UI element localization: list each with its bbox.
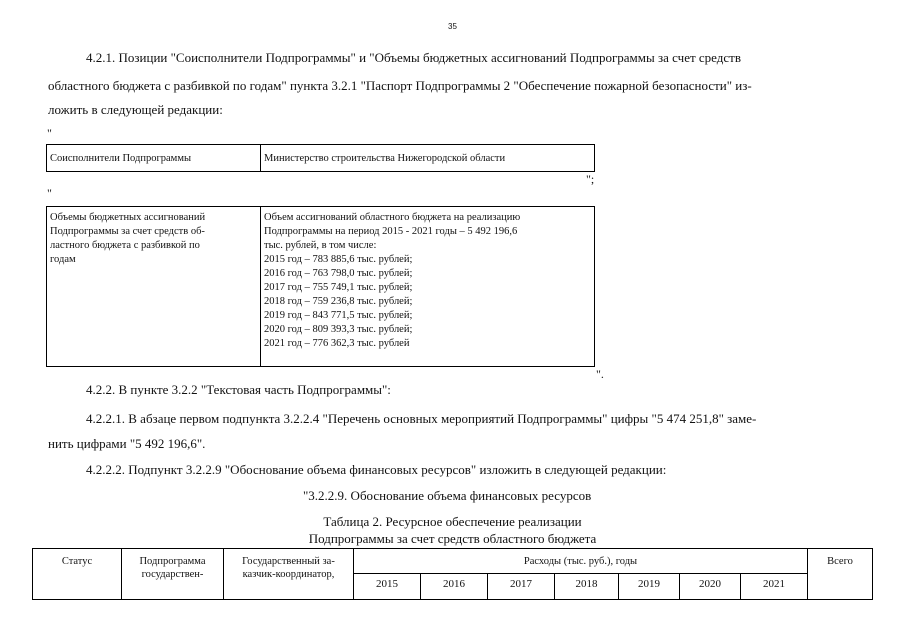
paragraph-4-2-1-line-2: областного бюджета с разбивкой по годам" пункта 3.2.1 "Паспорт Подпрограммы 2 "Обеспечение пожарной безопасности" из- [48, 78, 752, 93]
paragraph-4-2-1-line-3: ложить в следующей редакции: [48, 102, 223, 117]
page-number: 35 [448, 22, 457, 31]
budget-label-line: Подпрограммы за счет средств об- [50, 226, 205, 237]
table1-open-quote: " [47, 126, 52, 140]
subprogram-header-line: Подпрограмма [139, 556, 206, 567]
budget-allocations-label [47, 207, 260, 366]
table1-end-mark: "; [586, 172, 595, 186]
paragraph-4-2-1-line-1: 4.2.1. Позиции "Соисполнители Подпрограммы" и "Объемы бюджетных ассигнований Подпрограммы за счет средств [86, 50, 741, 65]
year-2015-header: 2015 [376, 578, 398, 590]
budget-allocations-table [46, 206, 595, 367]
co-executors-value: Министерство строительства Нижегородской области [264, 153, 506, 164]
paragraph-4-2-2-1-line-2: нить цифрами "5 492 196,6". [48, 436, 206, 451]
budget-year-2020: 2020 год – 809 393,3 тыс. рублей; [264, 324, 413, 335]
budget-value-line: тыс. рублей, в том числе: [264, 240, 377, 251]
paragraph-4-2-2-2: 4.2.2.2. Подпункт 3.2.2.9 "Обоснование объема финансовых ресурсов" изложить в следующей редакции: [86, 462, 667, 477]
year-2018-header: 2018 [575, 578, 598, 590]
year-2016-header: 2016 [443, 578, 465, 590]
status-header: Статус [61, 556, 93, 567]
budget-year-2017: 2017 год – 755 749,1 тыс. рублей; [264, 282, 413, 293]
subprogram-header-line: государствен- [141, 569, 204, 580]
subsection-3-2-2-9-heading: "3.2.2.9. Обоснование объема финансовых ресурсов [303, 488, 592, 503]
expenses-header: Расходы (тыс. руб.), годы [523, 556, 638, 567]
budget-label-line: Объемы бюджетных ассигнований [50, 212, 206, 223]
budget-allocations-value [261, 207, 595, 366]
budget-value-line: Подпрограммы на период 2015 - 2021 годы – 5 492 196,6 [264, 226, 518, 237]
year-2020-header: 2020 [699, 578, 721, 590]
paragraph-4-2-2-1-line-1: 4.2.2.1. В абзаце первом подпункта 3.2.2.4 "Перечень основных мероприятий Подпрограммы" цифры "5 474 251,8" заме- [86, 411, 757, 426]
total-header: Всего [827, 556, 853, 567]
customer-header-line: казчик-координатор, [242, 569, 335, 580]
table2-open-quote: " [47, 186, 52, 200]
budget-value-line: Объем ассигнований областного бюджета на реализацию [264, 212, 521, 223]
resource-table-header [32, 548, 873, 600]
paragraph-4-2-2: 4.2.2. В пункте 3.2.2 "Текстовая часть Подпрограммы": [86, 382, 391, 397]
budget-year-2021: 2021 год – 776 362,3 тыс. рублей [264, 338, 410, 349]
table-caption [0, 513, 905, 547]
subprogram-header [122, 555, 223, 581]
customer-header-line: Государственный за- [242, 556, 335, 567]
budget-year-2015: 2015 год – 783 885,6 тыс. рублей; [264, 254, 413, 265]
table-caption-line-2: Подпрограммы за счет средств областного бюджета [308, 531, 597, 546]
table-caption-line-1: Таблица 2. Ресурсное обеспечение реализации [323, 514, 582, 529]
budget-year-2018: 2018 год – 759 236,8 тыс. рублей; [264, 296, 413, 307]
budget-label-line: ластного бюджета с разбивкой по [50, 240, 200, 251]
year-2021-header: 2021 [763, 578, 785, 590]
table2-end-mark: ". [596, 367, 604, 381]
budget-year-2016: 2016 год – 763 798,0 тыс. рублей; [264, 268, 413, 279]
year-2017-header: 2017 [510, 578, 532, 590]
budget-year-2019: 2019 год – 843 771,5 тыс. рублей; [264, 310, 413, 321]
co-executors-label: Соисполнители Подпрограммы [50, 153, 192, 164]
co-executors-table [46, 144, 595, 172]
budget-label-line: годам [50, 254, 76, 265]
customer-header [224, 555, 353, 581]
year-2019-header: 2019 [638, 578, 660, 590]
